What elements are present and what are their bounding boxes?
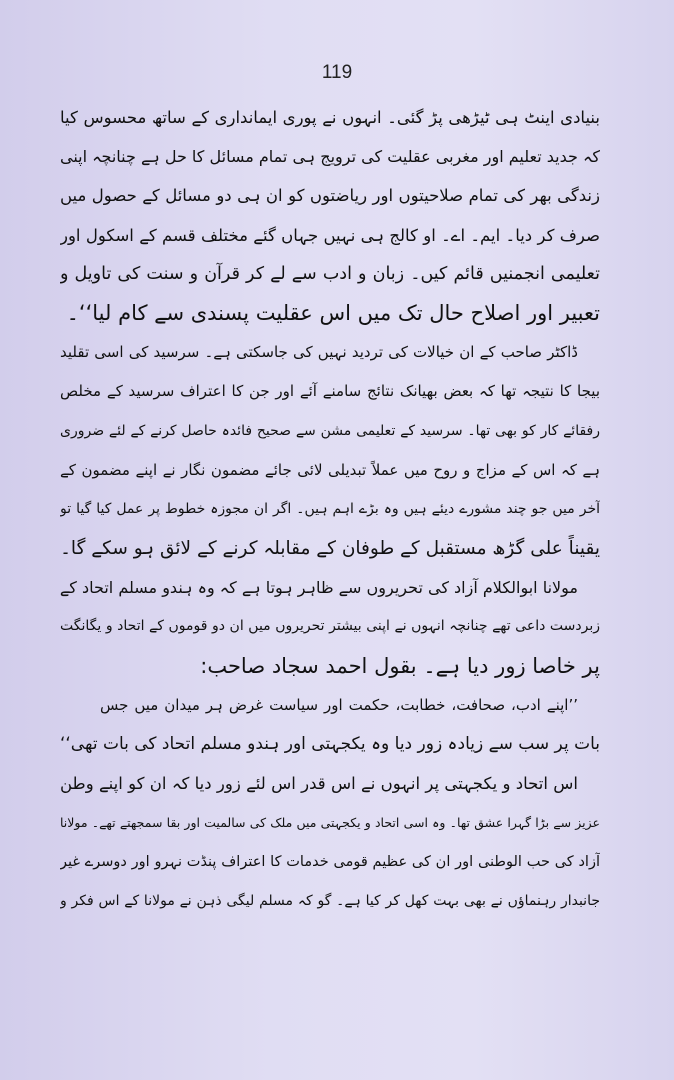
- text-line: زبردست داعی تھے چنانچہ انہوں نے اپنی بیشتر تحریروں میں ان دو قوموں کے اتحاد و یگانگت: [60, 618, 600, 635]
- text-line: عزیز سے بڑا گہرا عشق تھا۔ وہ اسی اتحاد و یکجہتی میں ملک کی سالمیت اور بقا سمجھتے تھے۔ مولانا: [60, 815, 600, 831]
- text-line: ڈاکٹر صاحب کے ان خیالات کی تردید نہیں کی جاسکتی ہے۔ سرسید کی اسی تقلید: [60, 343, 578, 362]
- text-line: مولانا ابوالکلام آزاد کی تحریروں سے ظاہر ہوتا ہے کہ وہ ہندو مسلم اتحاد کے: [60, 578, 578, 598]
- quote-line: ’’اپنے ادب، صحافت، خطابت، حکمت اور سیاست غرض ہر میدان میں جس: [100, 695, 578, 714]
- text-line: بنیادی اینٹ ہی ٹیڑھی پڑ گئی۔ انہوں نے پوری ایمانداری کے ساتھ محسوس کیا: [60, 108, 600, 127]
- body-text: [60, 98, 600, 921]
- text-line: تعلیمی انجمنیں قائم کیں۔ زبان و ادب سے لے کر قرآن و سنت کی تاویل و: [60, 263, 600, 284]
- text-line: جانبدار رہنماؤں نے بھی بہت کھل کر کیا ہے۔ گو کہ مسلم لیگی ذہن نے مولانا کے اس فکر و: [60, 892, 600, 909]
- text-line: یقیناً علی گڑھ مستقبل کے طوفان کے مقابلہ کرنے کے لائق ہو سکے گا۔: [60, 538, 600, 560]
- text-line: صرف کر دیا۔ ایم۔ اے۔ او کالج ہی نہیں جہاں گئے مختلف قسم کے اسکول اور: [60, 225, 600, 245]
- text-line: رفقائے کار کو بھی تھا۔ سرسید کے تعلیمی مشن سے صحیح فائدہ حاصل کرنے کے لئے ضروری: [60, 422, 600, 439]
- text-line: ہے کہ اس کے مزاج و روح میں عملاً تبدیلی لائی جائے مضمون نگار نے اپنے مضمون کے: [60, 460, 600, 479]
- text-line: پر خاصا زور دیا ہے۔ بقول احمد سجاد صاحب:: [200, 653, 600, 678]
- text-line: آزاد کی حب الوطنی اور ان کی عظیم قومی خدمات کا اعتراف پنڈت نہرو اور دوسرے غیر: [60, 853, 600, 870]
- text-line: کہ جدید تعلیم اور مغربی عقلیت کی ترویج ہی تمام مسائل کا حل ہے چنانچہ اپنی: [60, 147, 600, 167]
- page-number: 119: [321, 62, 353, 83]
- text-line: بیجا کا نتیجہ تھا کہ بعض بھیانک نتائج سامنے آئے اور جن کا اعتراف سرسید کے مخلص: [60, 382, 600, 401]
- quote-line: بات پر سب سے زیادہ زور دیا وہ یکجہتی اور ہندو مسلم اتحاد کی بات تھی‘‘: [60, 734, 600, 754]
- text-line: زندگی بھر کی تمام صلاحیتوں اور ریاضتوں کو ان ہی دو مسائل کے حصول میں: [60, 186, 600, 206]
- text-line: تعبیر اور اصلاح حال تک میں اس عقلیت پسندی سے کام لیا‘‘۔: [66, 300, 600, 325]
- text-line: آخر میں جو چند مشورے دیئے ہیں وہ بڑے اہم ہیں۔ اگر ان مجوزہ خطوط پر عمل کیا گیا تو: [60, 500, 600, 517]
- text-line: اس اتحاد و یکجہتی پر انہوں نے اس قدر اس لئے زور دیا کہ ان کو اپنے وطن: [60, 774, 578, 794]
